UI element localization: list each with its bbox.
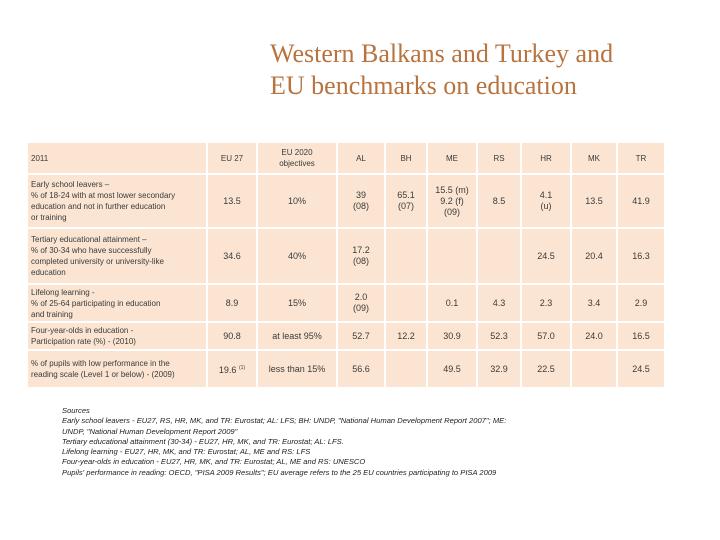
cell-bh-year: (07)	[397, 201, 414, 211]
cell-hr: 24.5	[522, 229, 572, 283]
cell-tr: 41.9	[618, 175, 664, 227]
sources-line: UNDP, "National Human Development Report 2009"	[62, 426, 238, 436]
cell-bh	[386, 285, 428, 321]
page-title	[270, 38, 710, 102]
row-label	[28, 175, 208, 227]
cell-rs: 32.9	[478, 351, 522, 387]
cell-me-year: (09)	[443, 206, 460, 217]
header-objectives-line-1: EU 2020	[281, 148, 313, 157]
cell-objective: less than 15%	[258, 351, 338, 387]
header-mk: MK	[572, 143, 618, 173]
row-label-line: Participation rate (%) - (2010)	[31, 337, 136, 346]
row-label-line: Tertiary educational attainment –	[31, 235, 147, 244]
header-me: ME	[428, 143, 478, 173]
row-label	[28, 285, 208, 321]
cell-hr-value: 4.1	[539, 190, 553, 200]
cell-me: 30.9	[428, 323, 478, 349]
cell-bh-value: 65.1	[397, 190, 415, 200]
cell-al	[338, 175, 386, 227]
cell-al-value: 17.2	[352, 245, 370, 255]
cell-me-value-male: 15.5 (m)	[435, 184, 469, 195]
cell-mk: 24.0	[572, 323, 618, 349]
row-label-line: and training	[31, 309, 73, 319]
title-line-1: Western Balkans and Turkey and	[270, 39, 614, 68]
cell-al: 52.7	[338, 323, 386, 349]
header-rs: RS	[478, 143, 522, 173]
cell-al-year: (08)	[352, 256, 369, 266]
cell-tr: 16.3	[618, 229, 664, 283]
table-row	[28, 351, 664, 387]
cell-mk: 3.4	[572, 285, 618, 321]
row-label-line: reading scale (Level 1 or below) - (2009)	[31, 370, 175, 379]
cell-eu27: 34.6	[208, 229, 258, 283]
row-label-line: % of 25-64 participating in education	[31, 298, 161, 308]
table-row	[28, 229, 664, 283]
sources-line: Four-year-olds in education - EU27, HR, MK, and TR: Eurostat; AL, ME and RS: UNESCO	[62, 457, 366, 467]
cell-rs: 52.3	[478, 323, 522, 349]
cell-hr: 22.5	[522, 351, 572, 387]
cell-eu27-value: 19.6	[218, 364, 237, 375]
row-label-line: or training	[31, 213, 67, 222]
sources-line: Pupils' performance in reading: OECD, "PISA 2009 Results"; EU average refers to the 25 EU countries participating to PISA 2009	[62, 467, 497, 477]
header-al: AL	[338, 143, 386, 173]
cell-hr: 57.0	[522, 323, 572, 349]
sources-line: Early school leavers - EU27, RS, HR, MK, and TR: Eurostat; AL: LFS; BH: UNDP, "National Human Development Report 2007"; ME:	[62, 416, 507, 426]
sources-heading: Sources	[62, 406, 90, 415]
sources-line: Lifelong learning - EU27, HR, MK, and TR: Eurostat; AL, ME and RS: LFS	[62, 447, 311, 457]
sources-note	[62, 406, 702, 478]
row-label-line: % of pupils with low performance in the	[31, 359, 170, 368]
cell-al	[338, 285, 386, 321]
cell-al-value: 2.0	[354, 292, 368, 302]
benchmarks-table	[28, 141, 664, 389]
row-label-line: Early school leavers –	[31, 180, 110, 189]
cell-tr: 16.5	[618, 323, 664, 349]
header-tr: TR	[618, 143, 664, 173]
cell-bh	[386, 229, 428, 283]
cell-al	[338, 229, 386, 283]
row-label	[28, 323, 208, 349]
sources-line: Tertiary educational attainment (30-34) - EU27, HR, MK, and TR: Eurostat; AL: LFS.	[62, 436, 344, 446]
cell-eu27-footnote: (1)	[238, 364, 246, 371]
row-label-line: Lifelong learning -	[31, 287, 95, 297]
cell-me	[428, 175, 478, 227]
header-eu27: EU 27	[208, 143, 258, 173]
cell-objective: at least 95%	[258, 323, 338, 349]
cell-eu27: 90.8	[208, 323, 258, 349]
cell-objective: 40%	[258, 229, 338, 283]
table-header-row	[28, 143, 664, 173]
cell-al-value: 39	[355, 190, 366, 200]
row-label	[28, 229, 208, 283]
cell-rs: 8.5	[478, 175, 522, 227]
row-label-line: % of 30-34 who have successfully	[31, 246, 152, 255]
cell-me: 0.1	[428, 285, 478, 321]
cell-objective: 15%	[258, 285, 338, 321]
cell-hr: 2.3	[522, 285, 572, 321]
cell-hr-flag: (u)	[540, 201, 552, 211]
cell-bh	[386, 351, 428, 387]
table-row	[28, 285, 664, 321]
header-objectives-line-2: objectives	[279, 159, 315, 168]
cell-eu27: 8.9	[208, 285, 258, 321]
cell-bh	[386, 175, 428, 227]
table-row	[28, 323, 664, 349]
row-label-line: Four-year-olds in education -	[31, 326, 134, 335]
row-label	[28, 351, 208, 387]
row-label-line: completed university or university-like	[31, 257, 164, 266]
cell-al-year: (08)	[352, 201, 369, 211]
cell-me-value-female: 9.2 (f)	[440, 195, 464, 206]
cell-hr	[522, 175, 572, 227]
cell-mk: 20.4	[572, 229, 618, 283]
cell-me	[428, 229, 478, 283]
cell-rs: 4.3	[478, 285, 522, 321]
cell-bh: 12.2	[386, 323, 428, 349]
header-bh: BH	[386, 143, 428, 173]
header-year: 2011	[28, 143, 208, 173]
cell-eu27: 13.5	[208, 175, 258, 227]
cell-al: 56.6	[338, 351, 386, 387]
row-label-line: education and not in further education	[31, 202, 166, 211]
header-hr: HR	[522, 143, 572, 173]
row-label-line: education	[31, 268, 66, 277]
cell-tr: 2.9	[618, 285, 664, 321]
title-line-2: EU benchmarks on education	[270, 71, 577, 100]
cell-rs	[478, 229, 522, 283]
cell-eu27	[208, 351, 258, 387]
cell-mk: 13.5	[572, 175, 618, 227]
header-objectives	[258, 143, 338, 173]
cell-objective: 10%	[258, 175, 338, 227]
cell-me: 49.5	[428, 351, 478, 387]
table-row	[28, 175, 664, 227]
row-label-line: % of 18-24 with at most lower secondary	[31, 191, 176, 200]
cell-tr: 24.5	[618, 351, 664, 387]
cell-mk	[572, 351, 618, 387]
cell-al-year: (09)	[352, 303, 369, 313]
